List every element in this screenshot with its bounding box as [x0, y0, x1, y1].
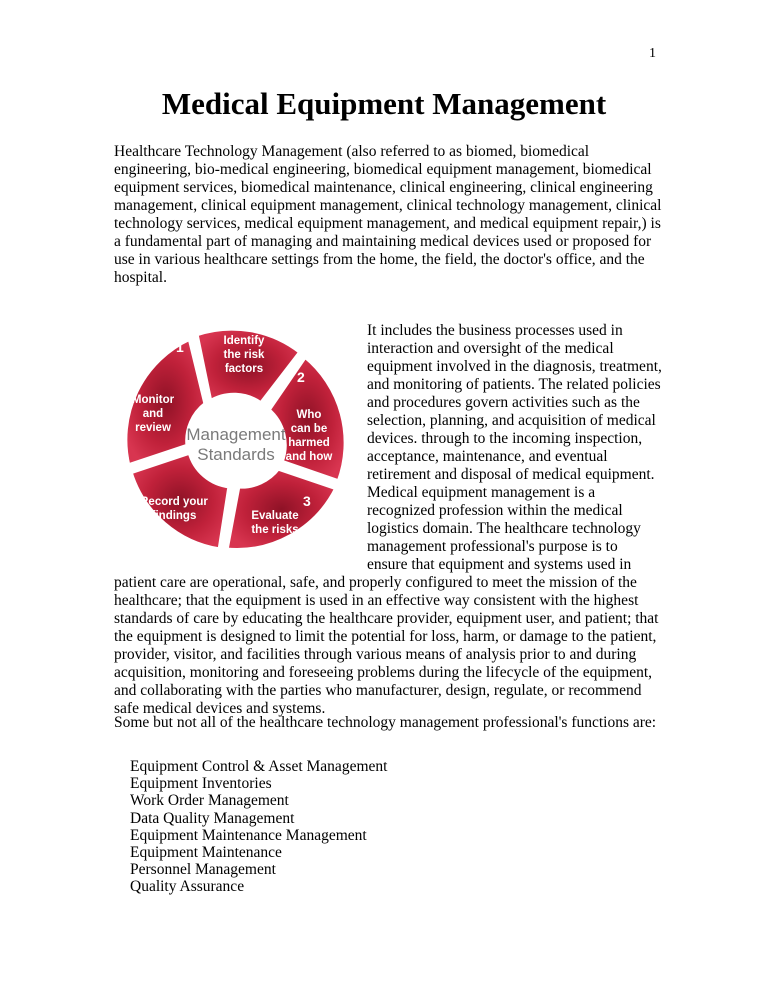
step-5-label-1: Monitor	[131, 394, 175, 406]
step-5-number: 5	[122, 454, 130, 470]
diagram-center	[186, 425, 286, 464]
step-5-label-3: review	[135, 422, 171, 434]
step-4-number: 4	[219, 535, 227, 551]
intro-paragraph: Healthcare Technology Management (also referred to as biomed, biomedical engineering, bio-medical engineering, biomedical equipment management, biomedical equipment services, biomedical maintenance, clinical engineering, clinical engineering management, clinical equipment management, clinical technology management, clinical technology services, medical equipment management, and medical equipment repair,) is a fundamental part of managing and maintaining medical devices used or proposed for use in various healthcare settings from the home, the field, the doctor's office, and the hospital.	[114, 143, 662, 286]
page-title: Medical Equipment Management	[161, 86, 607, 121]
list-item: Personnel Management	[130, 861, 276, 879]
center-line-2: Standards	[197, 445, 275, 464]
step-1-label-2: the risk	[223, 349, 265, 361]
body-paragraph: It includes the business processes used in interaction and oversight of the medical equipment involved in the diagnosis, treatment, and monitoring of patients. The related policies and procedures govern activities such as the selection, planning, and acquisition of medical devices. through to the incoming inspection, acceptance, maintenance, and eventual retirement and disposal of medical equipment. Medical equipment management is a recognized profession within the medical logistics domain. The healthcare technology management professional's purpose is to ensure that equipment and systems used in patient care are operational, safe, and properly configured to meet the mission of the healthcare; that the equipment is used in an effective way consistent with the highest standards of care by educating the healthcare provider, equipment user, and patient; that the equipment is designed to limit the potential for loss, harm, or damage to the patient, provider, visitor, and facilities through various means of analysis prior to and during acquisition, monitoring and foreseeing problems during the lifecycle of the equipment, and collaborating with the parties who manufacturer, design, regulate, or recommend safe medical devices and systems.	[114, 322, 662, 717]
step-2-label-2: can be	[290, 423, 328, 435]
step-2-label-1: Who	[296, 409, 322, 421]
step-3-label-2: the risks	[251, 524, 299, 536]
list-item: Equipment Maintenance Management	[130, 826, 367, 844]
list-item: Equipment Inventories	[130, 775, 272, 793]
list-item: Data Quality Management	[130, 809, 295, 827]
management-standards-diagram	[118, 322, 353, 558]
functions-list	[130, 758, 387, 896]
step-3-label-1: Evaluate	[251, 510, 299, 522]
list-item: Equipment Control & Asset Management	[130, 758, 388, 775]
list-item: Quality Assurance	[130, 878, 245, 896]
list-item: Work Order Management	[130, 792, 289, 810]
center-line-1: Management	[186, 425, 286, 444]
step-1-number: 1	[176, 339, 184, 355]
functions-intro: Some but not all of the healthcare technology management professional's functions are:	[114, 714, 657, 731]
step-3-number: 3	[303, 493, 311, 509]
step-2-number: 2	[297, 369, 305, 385]
step-1-label-1: Identify	[223, 335, 265, 347]
step-5-label-2: and	[142, 408, 164, 420]
step-4-label-2: findings	[151, 510, 197, 522]
body-section	[114, 322, 662, 718]
list-item: Equipment Maintenance	[130, 844, 282, 862]
page-number: 1	[649, 46, 656, 61]
step-4-label-1: Record your	[140, 496, 208, 508]
step-2-label-3: harmed	[288, 437, 330, 449]
step-1-label-3: factors	[224, 363, 264, 375]
step-2-label-4: and how	[285, 451, 333, 463]
